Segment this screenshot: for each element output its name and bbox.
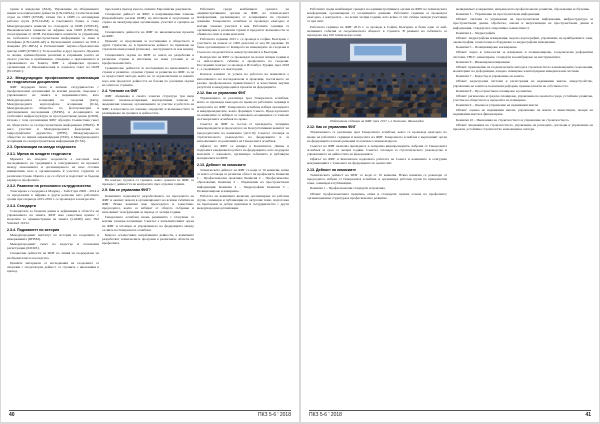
section-heading: 2.3.1. Мрежа на младите геодезисти [7,151,71,156]
body-paragraph: Обхват: професионалната практика, етика и стандарти; правна основа на професията; организационни структури и професионално развитие. [307,191,447,200]
section-heading: 2.5. Как се управлява ФИГ? [102,188,151,193]
body-paragraph: Комисия 1 – Професионални стандарти и практика. [310,186,386,191]
body-paragraph: Комисия 8 – Пространствено планиране и развитие. [456,88,533,93]
left-footer [9,410,291,419]
body-paragraph: Обхват: оценка на недвижими имоти, управление на имоти и инвестиции, пазари на недвижими имоти и финансиране. [453,108,593,117]
body-paragraph: Международният съвет по кадастър и поземлени регистрации (IOCRE). [7,242,99,251]
body-paragraph: Бюрото осъществява оперативните дейности, а комисиите разработват техническите програми в различните области на професията. [102,232,194,246]
right-column-1 [307,7,447,403]
section-heading: 2.12. Как се управлява ФИГ [197,90,246,95]
left-column-1 [7,7,99,403]
journal-label-right: ПКЗ 5-6 ' 2018 [309,412,342,418]
body-paragraph: Обхват: наука и технология за измерване и позициониране, геодезически референтни системи, ГНСС, нивелиране, стандарти и калибриране на инструментите. [453,50,593,59]
left-column-2 [102,7,194,403]
body-paragraph: Комисия 9 – Оценка и управление на недвижими имоти. [456,103,539,108]
body-paragraph: Стандартите за базисни данни и дефиниции в областта на управлението на земята, ФИГ има съществен принос с моделите за администрация на земята (LADM) като ISO Standard 19152. [7,208,99,226]
section-heading: 2.3.2. Развитие на регионално сътрудничество [7,183,91,188]
page-number-right: 41 [585,412,591,418]
body-paragraph: Съветът на ФИГ включва президента и четирима вицепрезиденти, избрани от Генералната асамблея за срок от четири години. Съветът отговаря за стратегическото ръководство и управлението на дейностите на федерацията. [307,143,447,157]
body-paragraph: Работните среди комбинират срещата на административните органи на ФИГ на техническата конференция, организирана от асоциацията домакин. Работните седмици се провеждат ежегодно, а конгресите – на всеки четири години, като всяка от тях събира хиляди участници от цял свят. [307,7,447,24]
body-paragraph: Обхват: регионално и градско планиране, управление на околната среда, устойчиво развитие, участие на обществото в процесите на планиране. [453,93,593,102]
body-paragraph: Комисия 6 – Инженерни измервания. [456,59,511,64]
section-heading: 2.3. Организации на млади геодезисти [7,145,76,150]
left-column-3 [197,7,289,403]
right-page [301,2,599,422]
photo-caption: Работната седмица на ФИГ през 2017 г. в Хелзинки, Финландия [330,119,424,124]
body-paragraph: Управлението се реализира чрез Генералната асамблея, която се провежда ежегодно по време на работните седмици и конгресите на ФИГ. Генералната асамблея избира президента и вицепрезидентите, които формират Съвета. Председателите на комисиите се избират от членовете-асоциации и са членове на Генералната асамблея по право. [197,96,289,122]
body-paragraph: Международният институт по история на геодезията и измерванията (IIHSM). [7,232,99,241]
body-paragraph: Конгресите на ФИГ се провеждат на всеки четири години и са най-голямото събитие в професията по геодезия. Последният конгрес се проведе в Истанбул, Турция, през 2018 г., а следващият е в Амстердам. [197,54,289,72]
body-paragraph: Комисия 3 – Управление на пространствена информация. [456,12,541,17]
body-paragraph: Приемат се проучвания за постижения в обществото и други стратегии, до и практическа дейност по приемане на стратегическия развой (планове) – инструменти за нов начин). [102,39,194,52]
body-paragraph: Специални дейности на ФИГ по линия на поддържане на изобразителното наследство. [7,251,99,260]
body-paragraph: Специалните дейности на ФИГ по икономически проекти на ФИГ. [102,29,194,38]
body-paragraph: Обхват: хидрографски измервания, морска картография, управление на крайбрежните зони, океанография, технологии и оборудване за хидрографски измервания. [453,35,593,45]
section-heading: 2.13. Дейност на комисиите [307,167,356,172]
right-column-2 [453,7,593,403]
body-paragraph: Тази мрежа е създадена в Мадрид – Тайл Гаун 2008 – 2014 и се продължава в Африка и други региони, като работните срещи през периода 2015-2016 г. се провеждат в конгресите. [7,189,99,202]
body-paragraph: Комисия 10 – Икономика на строителството и управление на строителството. [456,117,570,122]
body-paragraph: Ключов елемент за успеха на работата на комисиите е използването на изследователи и практици, постигането на реална професионална приемственост и качествени научни резултати в международните проекти на федерацията. [197,72,289,89]
body-paragraph: Обхват: приложение на геодезическите методи в строителството и инженерните съоръжения, мониторинг на деформации, лазерно сканиране и интегрирани измервателни системи. [453,64,593,74]
body-paragraph: Комисия 7 – Кадастър и управление на земята. [456,74,525,79]
body-paragraph: Офисът на ФИГ се намира в Копенхаген, Дания, и подпомага ежедневната работа на федерацията, като поддържа контакти с членовете, организира събитията и публикува материалите на ФИГ. [197,143,289,161]
body-paragraph: Сравнително дейности за изследвания на икономиката на страни в развитие, отделни страни за развитие на ФИГ, за да се предоставят методи, които не са задоволителни за нашите хора или предлагат дейността на базови по различни задачи на опита на страните. [102,66,194,87]
section-heading: 2.13. Дейност на комисиите [197,162,246,167]
section-heading: 2.2. Международни професионални организации по геодезическа дисциплина [7,75,99,84]
body-paragraph: Комисия 5 – Позициониране и измерване. [456,45,518,50]
body-paragraph: Офисът на ФИГ в Копенхаген подпомага работата на Съвета и комисиите и осигурява комуникацията с членовете на федерацията по целия свят. [307,157,447,166]
body-paragraph: храни и земеделие (FAO), Управление на Обединените нации за космическите дейности (UN-OOSA), Статистическия отдел на ООН (UNSD). Освен тях в ООН са ангажирани работна група (UN-GGIM) и Световната банка, в също Международната комисия по стандарти за ООН (UNECE), Икономическата комисия на Африка към ООН (UNECA), споразумение от ООН. Регионалните комитети за управление на глобалната геопространствена информация за Азия и Пасифика (UN-GGIM-AP) и Регионалният комитет на SDI в Америка (PC-IDEA) и Регионалният научно-образователен център ООН (UNRCC). Този колебае и друг проекта. Проекти за оказва, единнообразни различни и загрижени ролята на своето участие в пребиваване, отвъдване о приложението и управлението на Земята, ФИГ е официален проекта организация от Икономическия и социален съвет на ООН (ECOSOC). [7,7,99,74]
body-paragraph: Ценните материали от изследвания на геодезията са свързани с плодотворна дейност от страните с икономики в преход. [7,260,99,274]
section-heading: 2.4. Членове на ФИГ [102,88,139,93]
body-paragraph: мениджмънт и маркетинг, непрекъснато професионално развитие, образование и обучение. [456,7,590,11]
body-paragraph: Комисиите подпомагат разработването на програмата на ФИГ и оказват помощ в организирането на всички събития на ФИГ. Всяка комисия има председател и заместник-председател, които се избират от общото събрание и изпълняват тези функции за период от четири години. [102,193,194,215]
right-footer [309,410,591,419]
body-paragraph: ФИГ поддържа тясно и активно сътрудничество с професионални организации по всички раздели, свързани с управлението на земята и недвижимостите, като Международната асоциация по геодезия (IAG), Международната картографска асоциация (ICA), Международното общество по фотограметрия и дистанционни изследвания (ISPRS), и Асоциацията на глобалната инфраструктура за пространствени данни (GSDI). Основа с тези организации ФИГ образува Съвместния съвет на обществата за геопространствена информация (JBGIS). В него участват и Международната федерация на хидрографските дружества (IFHS), Международното общество по минна маркшайдерия (ISM), и Международната асоциация по геопространствена информация (ICSU). [7,85,99,144]
body-paragraph: ФИГ обединява в своята членска структура три вида членове: членове-асоциации, корпоративни членове и академични членове; организациите за участие в работата на ФИГ, в качеството на членове, определят и възможностите за разширяване на срещите и дейностите. [102,94,194,115]
journal-label-left: ПКЗ 5-6 ' 2018 [258,412,291,418]
body-paragraph: Работната седмица на ФИГ 2015 г. се проведе в София, България, и беше едно от най-значимите събития за геодезическата общност в страната. В рамките на събитието се проведоха над 100 технически сесии. [307,24,447,37]
conference-photo [102,116,194,178]
body-paragraph: Специално дейност на ФИГ, в комуникационни членове (Европейските регион ООН), на изготвени и подготвени от страна на международни организации, участват в срещите на ФИГ. [102,12,194,29]
body-paragraph: Съветът на ФИГ се състои от президента, четирима вицепрезиденти и председател на Консултативния комитет на председателите на комисиите (ACCO). Съветът отговаря за стратегическото ръководство на федерацията и за изпълнението на решенията на Генералната асамблея. [197,122,289,143]
left-page [1,2,299,422]
body-paragraph: пресечната преход към по-силните Европейски документи. [105,7,192,11]
body-paragraph: Обхват: кадастрални системи и регистрация на недвижими имоти, земеустройство, управление на земята и поземлени реформи, правни аспекти на собствеността. [453,79,593,88]
body-paragraph: Техническата дейност на ФИГ се води от 10 комисии. Всяка комисия се ръководи от председател, избран от Генералната асамблея, и организира работни групи по приоритетни теми, семинари и публикации. [307,172,447,186]
body-paragraph: Работните среди комбинират срещата на административните органи на ФИГ, на техническата конференция, организирана от асоциациите на страната домакин. Генералната асамблея се провежда ежегодно и всички членове участват в нея. Работните седмици са организирани в различни страни и предлагат възможности за обмяна на опит и нови контакти. [197,7,289,36]
body-paragraph: Мрежата на младите геодезисти е насочена към наследяването на традициите и осигуряването на връзката между поколенията и организирането на вече стотина инициативи, като в организациите й участват студенти от различни страни. Идеята е да се обучат и подготвят за бъдеща кариера в професията. [7,156,99,182]
body-paragraph: Обхват: икономика на строителството, управление на разходите, договори и управление на проекти, устойчиво строителство и иновации в сектора. [453,122,593,131]
body-paragraph: Управлението се реализира чрез Генералната асамблея, която се провежда ежегодно по време на работните седмици и конгресите на ФИГ. Генералната асамблея е върховният орган на федерацията и взема решения по всички основни въпроси. [307,130,447,143]
body-paragraph: Специалните задачи на ФИГ за опита на разработки в различни страни и изготвяне на нови условия и за професионалистите. [102,52,194,65]
body-paragraph: На конгрес групата от срещата, която срещата на ФИГ, се проведе с дейността на конгресите през отделни години. [102,177,194,187]
body-paragraph: Генералната асамблея взема решенията с гласуване от всички членове-асоциации. Съветът е изпълнителният орган на ФИГ и отговаря за управлението на федерацията между сесиите на Генералната асамблея. [102,215,194,232]
section-heading: 2.3.3. Стандарти [7,203,36,208]
section-heading: 2.12. Как се управлява ФИГ [307,125,356,130]
body-paragraph: Обхват: системи за управление на пространствена информация, инфраструктура за пространствени данни, обработка, анализ и визуализация на пространствени данни и информация, стандарти и оперативна съвместимост. [453,17,593,30]
page-number-left: 40 [9,412,15,418]
section-heading: 2.3.4. Подкомитет по история [7,227,60,232]
body-paragraph: Комисия 4 – Хидрография. [456,30,496,35]
body-paragraph: Техническата дейност на ФИГ се води от 10 комисии, всяка от които отговаря за различна област на професията. Комисия 1 – Професионална практика; Комисия 2 – Професионално образование; Комисия 3 – Управление на пространствена информация; Комисия 4 – Хидрография; Комисия 5 – Позициониране и измерване. [197,167,289,193]
body-paragraph: Работата на комисиите включва организиране на работни групи, семинари и публикации по актуални теми, подготовка на препоръки за добри практики и сътрудничество с други международни организации. [197,193,289,211]
body-paragraph: Работната седмица 2015 г. се проведе в София, България, с участието на повече от 1000 делегати от над 80 държави. Тя беше организирана от Камарата на инженерите по геодезия и Съюза на геодезистите и земеустроителите в България. [197,37,289,54]
conference-photo [307,38,447,118]
